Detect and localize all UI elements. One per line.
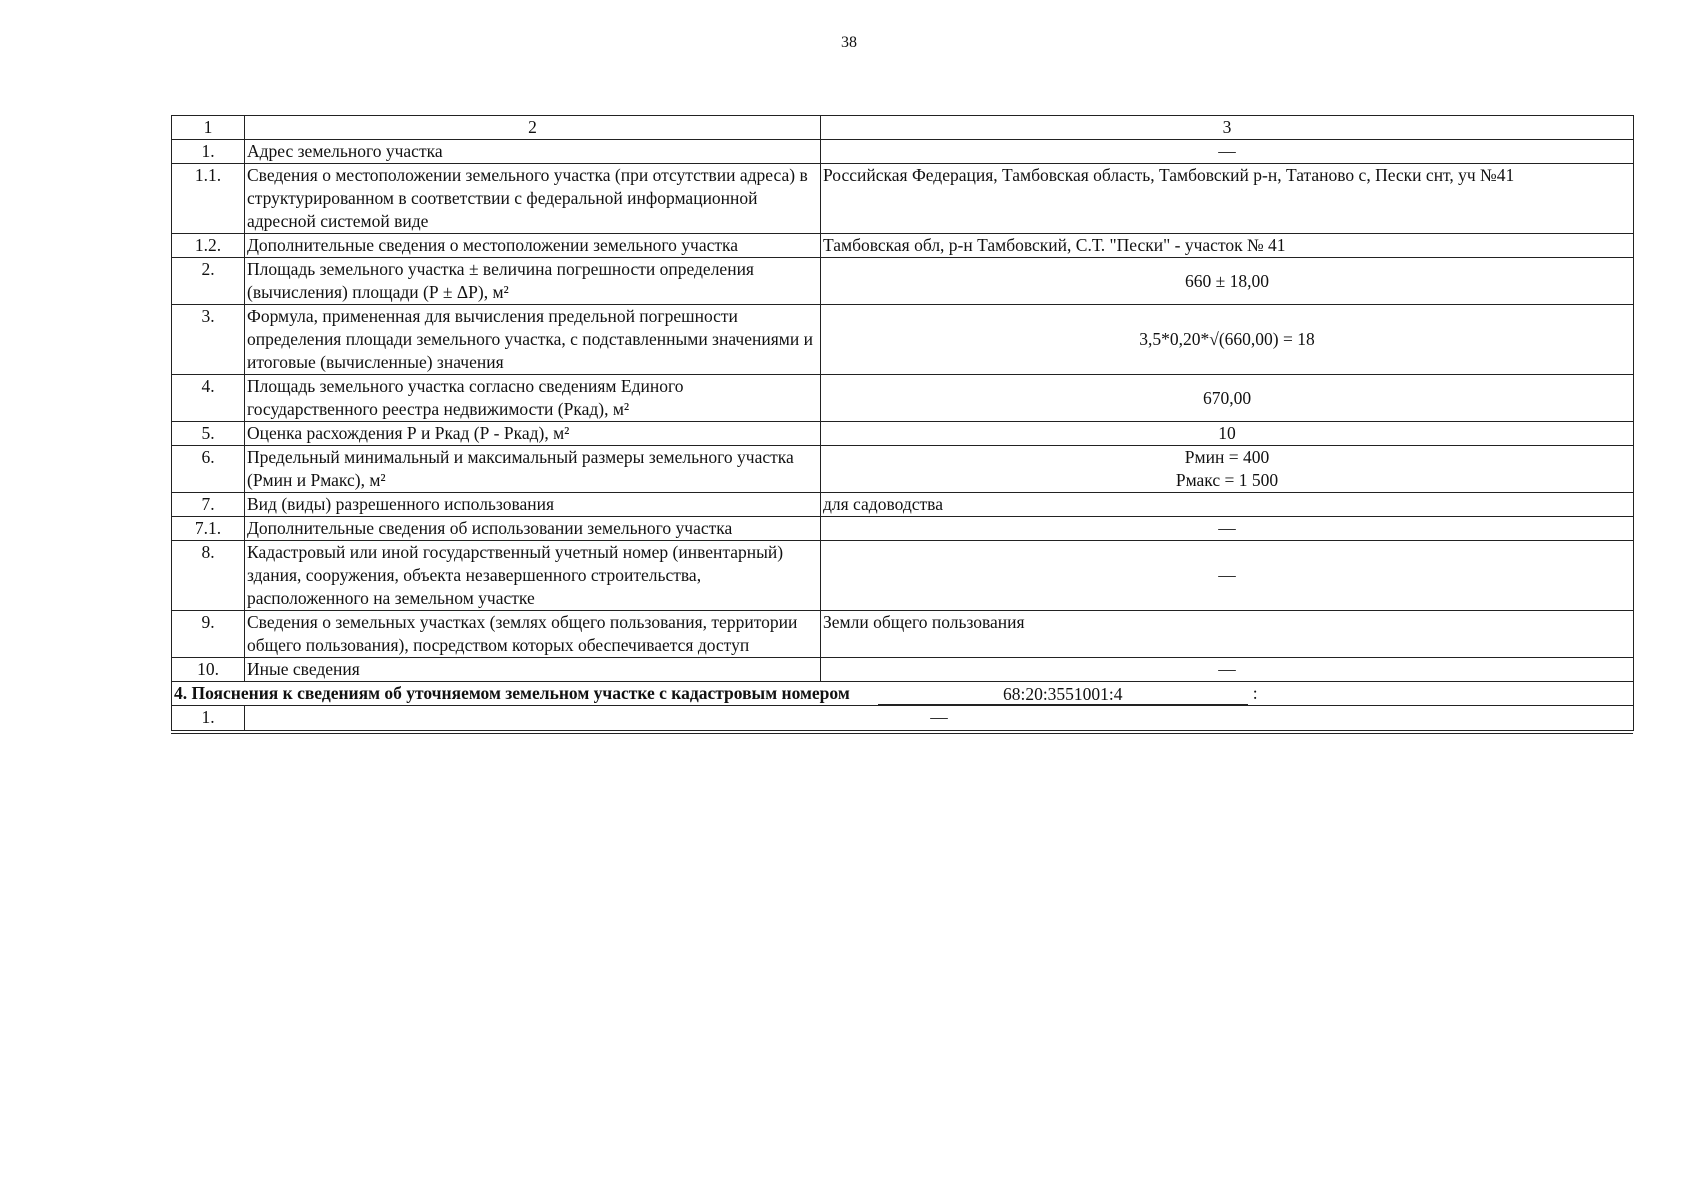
row-value	[821, 446, 1634, 493]
section-4-header-row	[172, 682, 1634, 706]
row-value: Тамбовская обл, р-н Тамбовский, С.Т. "Пески" - участок № 41	[821, 234, 1634, 258]
row-label: Сведения о земельных участках (землях общего пользования, территории общего пользования), посредством которых обеспечивается доступ	[245, 611, 821, 658]
row-label: Сведения о местоположении земельного участка (при отсутствии адреса) в структурированном в соответствии с федеральной информационной адресной системой виде	[245, 164, 821, 234]
row-value: —	[821, 658, 1634, 682]
page-number: 38	[841, 34, 857, 51]
table-row	[172, 446, 1634, 493]
row-value: 660 ± 18,00	[821, 258, 1634, 305]
table-row	[172, 305, 1634, 375]
row-label: Адрес земельного участка	[245, 140, 821, 164]
row-value: —	[821, 517, 1634, 541]
header-col-3: 3	[821, 116, 1634, 140]
table-bottom-border	[171, 733, 1633, 734]
row-label: Иные сведения	[245, 658, 821, 682]
row-value: —	[821, 140, 1634, 164]
row-number: 7.1.	[172, 517, 245, 541]
row-value: 3,5*0,20*√(660,00) = 18	[821, 305, 1634, 375]
table-row	[172, 140, 1634, 164]
row-number: 9.	[172, 611, 245, 658]
row-number: 3.	[172, 305, 245, 375]
table-header-row	[172, 116, 1634, 140]
row-number: 1.	[172, 140, 245, 164]
table-row	[172, 164, 1634, 234]
land-plot-info-table	[171, 115, 1634, 731]
row-number: 6.	[172, 446, 245, 493]
table-row	[172, 422, 1634, 446]
row-number: 7.	[172, 493, 245, 517]
row-label: Дополнительные сведения о местоположении земельного участка	[245, 234, 821, 258]
section-4-header-cell	[172, 682, 1634, 706]
row-label: Дополнительные сведения об использовании земельного участка	[245, 517, 821, 541]
table-row	[172, 611, 1634, 658]
max-size-value: Рмакс = 1 500	[1175, 470, 1279, 490]
table-row	[172, 375, 1634, 422]
row-label: Предельный минимальный и максимальный размеры земельного участка (Рмин и Рмакс), м²	[245, 446, 821, 493]
row-value: для садоводства	[821, 493, 1634, 517]
min-size-value: Рмин = 400	[1184, 447, 1270, 467]
row-label: Вид (виды) разрешенного использования	[245, 493, 821, 517]
row-value: —	[245, 706, 1634, 731]
table-row	[172, 541, 1634, 611]
row-label: Формула, примененная для вычисления предельной погрешности определения площади земельного участка, с подставленными значениями и итоговые (вычисленные) значения	[245, 305, 821, 375]
row-value: Российская Федерация, Тамбовская область, Тамбовский р-н, Татаново с, Пески снт, уч №41	[821, 164, 1634, 234]
row-label: Площадь земельного участка ± величина погрешности определения (вычисления) площади (Р ± ΔР), м²	[245, 258, 821, 305]
table-row	[172, 706, 1634, 731]
row-number: 8.	[172, 541, 245, 611]
row-value: 670,00	[821, 375, 1634, 422]
section-4-colon: :	[1252, 683, 1258, 703]
table-row	[172, 493, 1634, 517]
table-row	[172, 517, 1634, 541]
row-number: 1.	[172, 706, 245, 731]
row-label: Площадь земельного участка согласно сведениям Единого государственного реестра недвижимости (Ркад), м²	[245, 375, 821, 422]
header-col-2: 2	[245, 116, 821, 140]
header-col-1: 1	[172, 116, 245, 140]
row-number: 5.	[172, 422, 245, 446]
row-value: Земли общего пользования	[821, 611, 1634, 658]
row-number: 1.1.	[172, 164, 245, 234]
row-number: 10.	[172, 658, 245, 682]
row-label: Оценка расхождения Р и Ркад (Р - Ркад), м²	[245, 422, 821, 446]
row-value: 10	[821, 422, 1634, 446]
row-number: 2.	[172, 258, 245, 305]
row-number: 1.2.	[172, 234, 245, 258]
row-label: Кадастровый или иной государственный учетный номер (инвентарный) здания, сооружения, объекта незавершенного строительства, расположенного на земельном участке	[245, 541, 821, 611]
cadastral-number: 68:20:3551001:4	[878, 684, 1248, 705]
table-row	[172, 258, 1634, 305]
row-value: —	[821, 541, 1634, 611]
section-4-title: 4. Пояснения к сведениям об уточняемом земельном участке с кадастровым номером	[174, 683, 850, 703]
table-row	[172, 234, 1634, 258]
row-number: 4.	[172, 375, 245, 422]
table-row	[172, 658, 1634, 682]
